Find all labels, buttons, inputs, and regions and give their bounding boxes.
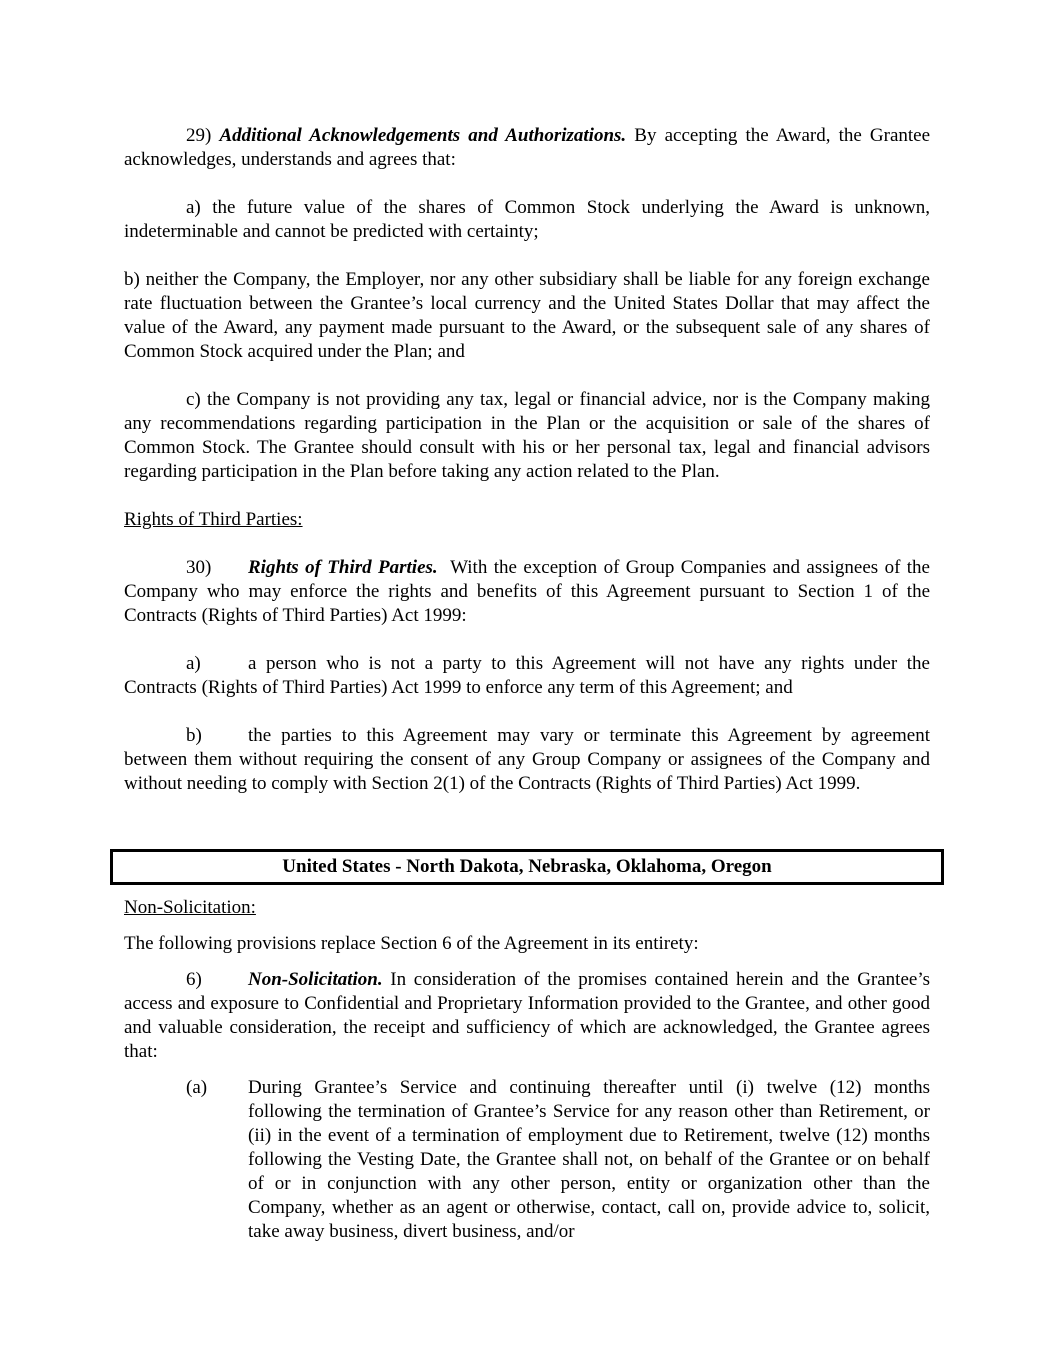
section-6-number: 6) [186, 969, 202, 990]
section-30-intro [124, 556, 930, 628]
document-body [124, 124, 930, 796]
section-29-intro [124, 124, 930, 172]
section-29-item-c: c) the Company is not providing any tax, legal or financial advice, nor is the Company making any recommendations regarding participation in the Plan or the acquisition or sale of the shares of Common Stock. The Grantee should consult with his or her personal tax, legal and financial advisors regarding participation in the Plan before taking any action related to the Plan. [124, 389, 930, 482]
section-6-item-a [124, 1076, 930, 1244]
section-29-title: Additional Acknowledgements and Authorizations. [219, 125, 627, 146]
section-6-title: Non-Solicitation. [248, 969, 383, 990]
replace-note: The following provisions replace Section 6 of the Agreement in its entirety: [124, 933, 699, 954]
section-6-item-a-text: During Grantee’s Service and continuing thereafter until (i) twelve (12) months following the termination of Grantee’s Service for any reason other than Retirement, or (ii) in the event of a termination of employment due to Retirement, twelve (12) months following the Vesting Date, the Grantee shall not, on behalf of the Grantee or on behalf of or in conjunction with any other person, entity or organization other than the Company, whether as an agent or otherwise, contact, call on, provide advice to, solicit, take away business, divert business, and/or [248, 1077, 930, 1242]
section-29-item-a: a) the future value of the shares of Common Stock underlying the Award is unknown, indeterminable and cannot be predicted with certainty; [124, 197, 930, 242]
section-6-intro-text: In consideration of the promises contained herein and the Grantee’s access and exposure to Confidential and Proprietary Information provided to the Grantee, and other good and valuable consideration, the receipt and sufficiency of which are acknowledged, the Grantee agrees that: [124, 969, 931, 1062]
section-30-title: Rights of Third Parties. [248, 557, 438, 578]
section-30-item-b [124, 724, 930, 796]
section-6-intro [124, 968, 930, 1064]
section-30-item-b-label: b) [186, 725, 202, 746]
non-solicitation-heading: Non-Solicitation: [124, 897, 256, 918]
section-30-number: 30) [186, 557, 212, 578]
section-30-intro-text: With the exception of Group Companies and assignees of the Company who may enforce the rights and benefits of this Agreement pursuant to Section 1 of the Contracts (Rights of Third Parties) Act 1999: [124, 557, 930, 626]
non-solicitation-section [124, 896, 930, 1244]
third-parties-heading: Rights of Third Parties: [124, 509, 303, 530]
section-6-item-a-label: (a) [186, 1077, 208, 1098]
jurisdiction-banner: United States - North Dakota, Nebraska, Oklahoma, Oregon [110, 849, 944, 885]
section-29-item-b: b) neither the Company, the Employer, nor any other subsidiary shall be liable for any foreign exchange rate fluctuation between the Grantee’s local currency and the United States Dollar that may affect the value of the Award, any payment made pursuant to the Award, or the subsequent sale of any shares of Common Stock acquired under the Plan; and [124, 269, 930, 362]
section-29-number: 29) [186, 125, 212, 146]
section-30-item-a-text: a person who is not a party to this Agreement will not have any rights under the Contracts (Rights of Third Parties) Act 1999 to enforce any term of this Agreement; and [124, 653, 930, 698]
section-29-intro-text: By accepting the Award, the Grantee acknowledges, understands and agrees that: [124, 125, 931, 170]
section-30-item-a [124, 652, 930, 700]
section-30-item-b-text: the parties to this Agreement may vary or terminate this Agreement by agreement between them without requiring the consent of any Group Company or assignees of the Company and without needing to comply with Section 2(1) of the Contracts (Rights of Third Parties) Act 1999. [124, 725, 930, 794]
section-30-item-a-label: a) [186, 653, 201, 674]
